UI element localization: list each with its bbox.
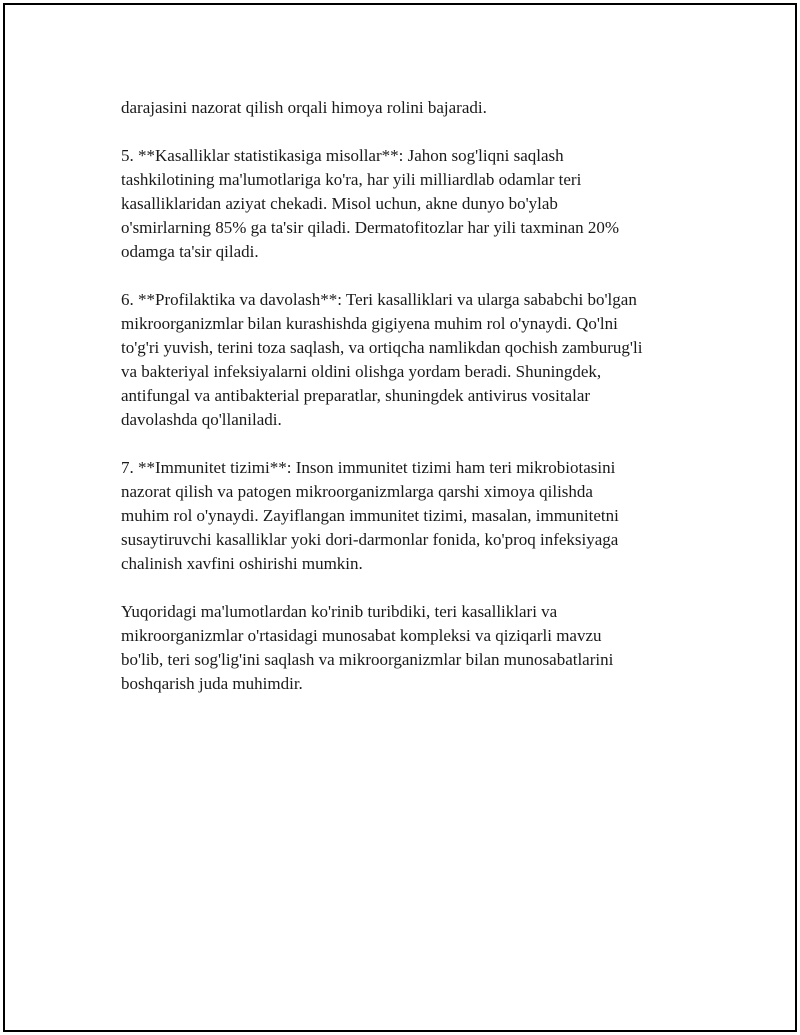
paragraph <box>121 144 711 264</box>
text-line: davolashda qo'llaniladi. <box>121 410 282 429</box>
paragraph-gap <box>121 120 711 144</box>
document-body <box>121 96 711 696</box>
text-line: mikroorganizmlar o'rtasidagi munosabat kompleksi va qiziqarli mavzu <box>121 626 602 645</box>
paragraph <box>121 96 711 120</box>
text-line: 5. **Kasalliklar statistikasiga misollar**: Jahon sog'liqni saqlash <box>121 146 564 165</box>
text-line: darajasini nazorat qilish orqali himoya rolini bajaradi. <box>121 98 487 117</box>
text-line: Yuqoridagi ma'lumotlardan ko'rinib turibdiki, teri kasalliklari va <box>121 602 558 621</box>
text-line: nazorat qilish va patogen mikroorganizmlarga qarshi ximoya qilishda <box>121 482 593 501</box>
text-line: kasalliklaridan aziyat chekadi. Misol uchun, akne dunyo bo'ylab <box>121 194 558 213</box>
text-line: mikroorganizmlar bilan kurashishda gigiyena muhim rol o'ynaydi. Qo'lni <box>121 314 618 333</box>
text-line: odamga ta'sir qiladi. <box>121 242 259 261</box>
text-line: tashkilotining ma'lumotlariga ko'ra, har yili milliardlab odamlar teri <box>121 170 582 189</box>
paragraph <box>121 288 711 432</box>
text-line: o'smirlarning 85% ga ta'sir qiladi. Dermatofitozlar har yili taxminan 20% <box>121 218 620 237</box>
text-line: chalinish xavfini oshirishi mumkin. <box>121 554 363 573</box>
text-line: muhim rol o'ynaydi. Zayiflangan immunitet tizimi, masalan, immunitetni <box>121 506 619 525</box>
document-page <box>3 3 797 1032</box>
paragraph-gap <box>121 264 711 288</box>
text-line: to'g'ri yuvish, terini toza saqlash, va ortiqcha namlikdan qochish zamburug'li <box>121 338 643 357</box>
paragraph-gap <box>121 576 711 600</box>
paragraph-gap <box>121 432 711 456</box>
text-line: bo'lib, teri sog'lig'ini saqlash va mikroorganizmlar bilan munosabatlarini <box>121 650 614 669</box>
paragraph <box>121 456 711 576</box>
text-line: antifungal va antibakterial preparatlar, shuningdek antivirus vositalar <box>121 386 591 405</box>
text-line: va bakteriyal infeksiyalarni oldini olishga yordam beradi. Shuningdek, <box>121 362 602 381</box>
text-line: 6. **Profilaktika va davolash**: Teri kasalliklari va ularga sababchi bo'lgan <box>121 290 637 309</box>
paragraph <box>121 600 711 696</box>
text-line: 7. **Immunitet tizimi**: Inson immunitet tizimi ham teri mikrobiotasini <box>121 458 616 477</box>
text-line: boshqarish juda muhimdir. <box>121 674 303 693</box>
text-line: susaytiruvchi kasalliklar yoki dori-darmonlar fonida, ko'proq infeksiyaga <box>121 530 619 549</box>
